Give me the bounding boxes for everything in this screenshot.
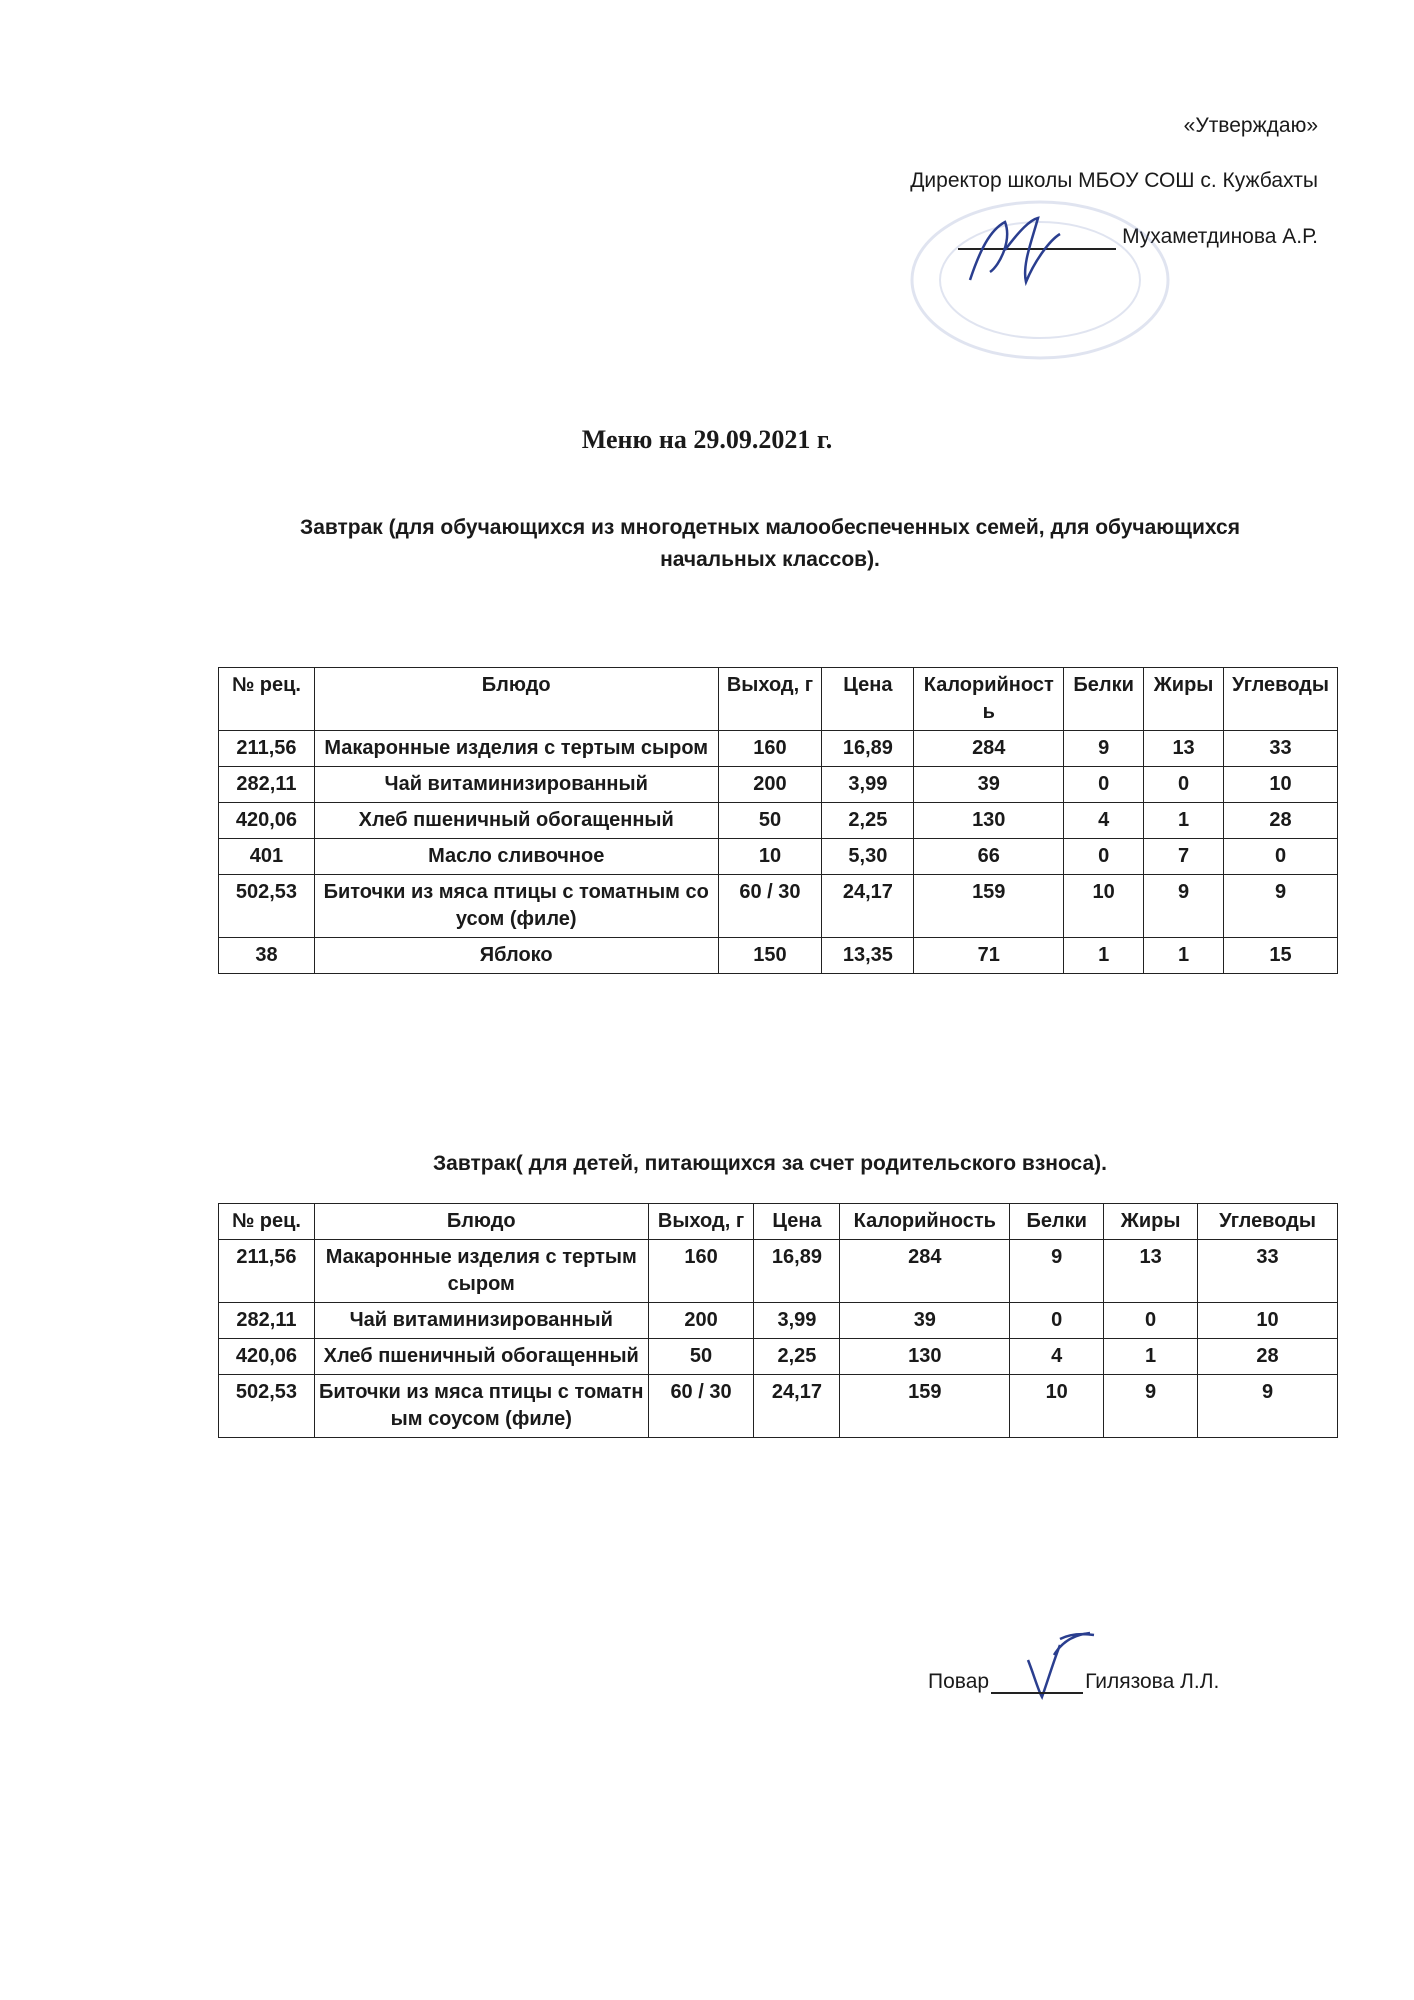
- table-cell: Макаронные изделия с тертым сыром: [314, 1240, 648, 1303]
- table-cell: 9: [1144, 875, 1224, 938]
- table-cell: 0: [1010, 1303, 1104, 1339]
- table-cell: 60 / 30: [648, 1375, 754, 1438]
- cook-signature-line: [928, 1670, 1219, 1694]
- table-cell: 282,11: [219, 767, 315, 803]
- table-cell: 9: [1104, 1375, 1198, 1438]
- menu-table-2: [218, 1203, 1338, 1438]
- table-cell: Биточки из мяса птицы с томатным соусом (филе): [314, 875, 718, 938]
- table-cell: Хлеб пшеничный обогащенный: [314, 803, 718, 839]
- table-cell: 200: [718, 767, 822, 803]
- table-cell: 0: [1144, 767, 1224, 803]
- column-header: Белки: [1064, 668, 1144, 731]
- table-cell: 130: [914, 803, 1064, 839]
- table-cell: Яблоко: [314, 938, 718, 974]
- table-cell: 24,17: [822, 875, 914, 938]
- table-cell: 420,06: [219, 803, 315, 839]
- table-cell: 211,56: [219, 731, 315, 767]
- table-cell: 24,17: [754, 1375, 840, 1438]
- table-cell: 13: [1104, 1240, 1198, 1303]
- table-cell: 502,53: [219, 1375, 315, 1438]
- table-cell: 5,30: [822, 839, 914, 875]
- table-cell: 10: [1010, 1375, 1104, 1438]
- table-cell: 130: [840, 1339, 1010, 1375]
- table-cell: 60 / 30: [718, 875, 822, 938]
- table-cell: 0: [1224, 839, 1338, 875]
- column-header: Цена: [822, 668, 914, 731]
- column-header: Выход, г: [718, 668, 822, 731]
- table-cell: 150: [718, 938, 822, 974]
- table-cell: 1: [1144, 938, 1224, 974]
- table-row: [219, 839, 1338, 875]
- column-header: Цена: [754, 1204, 840, 1240]
- table-cell: Чай витаминизированный: [314, 1303, 648, 1339]
- table-cell: 211,56: [219, 1240, 315, 1303]
- table-cell: 200: [648, 1303, 754, 1339]
- table-cell: 9: [1010, 1240, 1104, 1303]
- table-cell: 159: [914, 875, 1064, 938]
- table-cell: 66: [914, 839, 1064, 875]
- table-cell: 1: [1064, 938, 1144, 974]
- menu-table-1: [218, 667, 1338, 974]
- table-header-row: [219, 668, 1338, 731]
- page-title: Меню на 29.09.2021 г.: [581, 425, 833, 454]
- table-cell: 159: [840, 1375, 1010, 1438]
- column-header: № рец.: [219, 1204, 315, 1240]
- table-cell: 39: [840, 1303, 1010, 1339]
- table-cell: 1: [1144, 803, 1224, 839]
- table-cell: 7: [1144, 839, 1224, 875]
- table-cell: 50: [648, 1339, 754, 1375]
- table-cell: 50: [718, 803, 822, 839]
- table-cell: 420,06: [219, 1339, 315, 1375]
- table-row: [219, 875, 1338, 938]
- table-cell: 10: [1064, 875, 1144, 938]
- table-cell: Чай витаминизированный: [314, 767, 718, 803]
- table-cell: 0: [1064, 767, 1144, 803]
- table-header-row: [219, 1204, 1338, 1240]
- table-cell: 16,89: [822, 731, 914, 767]
- table-cell: Биточки из мяса птицы с томатным соусом (филе): [314, 1375, 648, 1438]
- column-header: Выход, г: [648, 1204, 754, 1240]
- table-cell: 160: [648, 1240, 754, 1303]
- table-cell: 4: [1010, 1339, 1104, 1375]
- column-header: Блюдо: [314, 668, 718, 731]
- table-row: [219, 731, 1338, 767]
- table-cell: 39: [914, 767, 1064, 803]
- section2-heading: Завтрак( для детей, питающихся за счет родительского взноса).: [433, 1152, 1107, 1175]
- table-cell: 16,89: [754, 1240, 840, 1303]
- column-header: Калорийность: [840, 1204, 1010, 1240]
- table-cell: 15: [1224, 938, 1338, 974]
- table-row: [219, 938, 1338, 974]
- column-header: Белки: [1010, 1204, 1104, 1240]
- table-cell: 28: [1224, 803, 1338, 839]
- table-cell: 3,99: [754, 1303, 840, 1339]
- table-cell: 13,35: [822, 938, 914, 974]
- approval-position: Директор школы МБОУ СОШ с. Кужбахты: [910, 169, 1318, 193]
- section1-heading-line1: Завтрак (для обучающихся из многодетных малообеспеченных семей, для обучающихся: [300, 516, 1240, 539]
- table-cell: 38: [219, 938, 315, 974]
- table-cell: 1: [1104, 1339, 1198, 1375]
- table-cell: 33: [1198, 1240, 1338, 1303]
- table-cell: 10: [718, 839, 822, 875]
- table-cell: 284: [914, 731, 1064, 767]
- table-cell: 10: [1198, 1303, 1338, 1339]
- table-cell: 401: [219, 839, 315, 875]
- table-cell: 502,53: [219, 875, 315, 938]
- section1-heading: [240, 512, 1300, 575]
- column-header: № рец.: [219, 668, 315, 731]
- table-cell: 282,11: [219, 1303, 315, 1339]
- table-cell: 2,25: [754, 1339, 840, 1375]
- cook-label: Повар: [928, 1670, 990, 1693]
- table-row: [219, 1375, 1338, 1438]
- table-cell: 10: [1224, 767, 1338, 803]
- table-row: [219, 767, 1338, 803]
- column-header: Калорийность: [914, 668, 1064, 731]
- table-row: [219, 803, 1338, 839]
- signature-blank: [991, 1672, 1083, 1694]
- director-signature-icon: [960, 210, 1070, 290]
- director-name: Мухаметдинова А.Р.: [1122, 224, 1318, 248]
- table-cell: 0: [1064, 839, 1144, 875]
- table-row: [219, 1303, 1338, 1339]
- table-cell: 13: [1144, 731, 1224, 767]
- section1-heading-line2: начальных классов).: [660, 547, 880, 571]
- table-cell: 3,99: [822, 767, 914, 803]
- table-cell: 28: [1198, 1339, 1338, 1375]
- table-cell: 160: [718, 731, 822, 767]
- approval-heading: «Утверждаю»: [1183, 114, 1318, 137]
- table-cell: 33: [1224, 731, 1338, 767]
- table-cell: 284: [840, 1240, 1010, 1303]
- column-header: Жиры: [1144, 668, 1224, 731]
- table-cell: 9: [1064, 731, 1144, 767]
- table-row: [219, 1339, 1338, 1375]
- table-cell: Хлеб пшеничный обогащенный: [314, 1339, 648, 1375]
- table-cell: Масло сливочное: [314, 839, 718, 875]
- table-cell: 2,25: [822, 803, 914, 839]
- column-header: Блюдо: [314, 1204, 648, 1240]
- column-header: Жиры: [1104, 1204, 1198, 1240]
- table-cell: 71: [914, 938, 1064, 974]
- table-cell: Макаронные изделия с тертым сыром: [314, 731, 718, 767]
- column-header: Углеводы: [1224, 668, 1338, 731]
- table-cell: 4: [1064, 803, 1144, 839]
- table-cell: 0: [1104, 1303, 1198, 1339]
- cook-name: Гилязова Л.Л.: [1085, 1670, 1220, 1693]
- column-header: Углеводы: [1198, 1204, 1338, 1240]
- table-row: [219, 1240, 1338, 1303]
- table-cell: 9: [1198, 1375, 1338, 1438]
- table-cell: 9: [1224, 875, 1338, 938]
